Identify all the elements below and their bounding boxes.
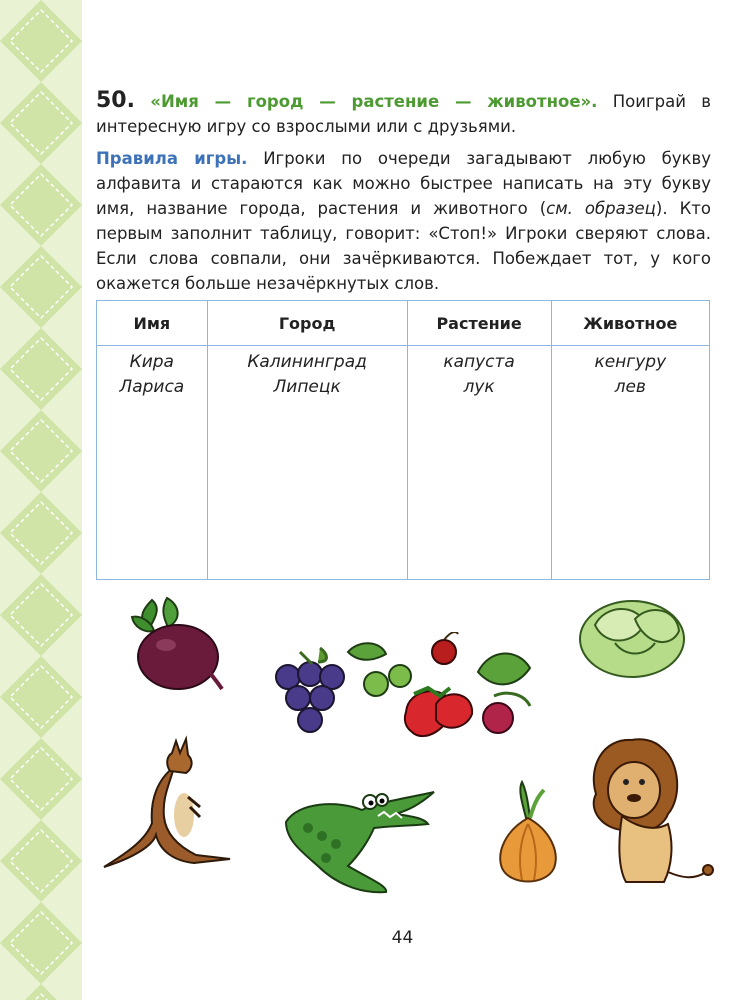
header-animal: Животное <box>551 301 709 346</box>
cell-word: Калининград <box>247 352 367 372</box>
cell-names <box>97 346 208 580</box>
table-header-row <box>97 301 710 346</box>
game-table <box>96 300 710 580</box>
lion-icon <box>582 732 714 897</box>
task-heading <box>96 88 711 139</box>
header-name: Имя <box>97 301 208 346</box>
rules-text-1: Игроки по очереди загадывают любую букву алфавита и стараются как можно быстрее написать на эту букву имя, название города, растения и животного ( <box>96 149 711 218</box>
beet-icon <box>122 595 227 695</box>
cell-word: Липецк <box>273 377 341 397</box>
task-intro: Поиграй в интересную игру со взрослыми или с друзьями. <box>96 92 711 136</box>
cabbage-icon <box>575 595 690 680</box>
cell-word: Лариса <box>119 377 185 397</box>
cell-animals <box>551 346 709 580</box>
cell-word: Кира <box>129 352 174 372</box>
table-row <box>97 346 710 580</box>
cell-word: кенгуру <box>594 352 667 372</box>
task-title: «Имя — город — растение — животное». <box>150 92 598 111</box>
cell-word: капуста <box>443 352 515 372</box>
header-city: Город <box>207 301 407 346</box>
cell-plants <box>407 346 551 580</box>
decorative-border <box>0 0 82 1000</box>
header-plant: Растение <box>407 301 551 346</box>
crocodile-icon <box>278 782 438 900</box>
page-number: 44 <box>391 928 414 948</box>
cell-cities <box>207 346 407 580</box>
rules-text-2: ). Кто первым заполнит таблицу, говорит: «Стоп!» Игроки сверяют слова. Если слова совпали, они зачёркиваются. Побеждает тот, у кого окажется больше незачёркнутых слов. <box>96 199 712 293</box>
cell-word: лук <box>463 377 495 397</box>
task-number: 50. <box>96 88 135 113</box>
berries-icon <box>268 632 538 744</box>
rules-paragraph <box>96 146 711 296</box>
rules-sample: см. образец <box>546 199 656 218</box>
rules-label: Правила игры. <box>96 149 248 168</box>
kangaroo-icon <box>100 735 240 875</box>
cell-word: лев <box>614 377 646 397</box>
onion-icon <box>492 780 564 892</box>
